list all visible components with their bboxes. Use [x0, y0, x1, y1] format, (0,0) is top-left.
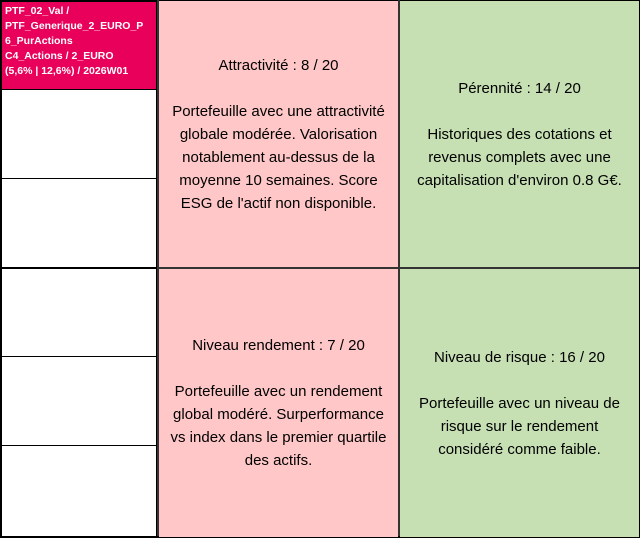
risque-title: Niveau de risque : 16 / 20	[434, 348, 605, 366]
left-row-divider-3	[2, 267, 158, 269]
perennite-text: Historiques des cotations et revenus complets avec une capitalisation d'environ 0.8 G€.	[417, 125, 622, 189]
risque-panel	[399, 268, 640, 538]
rendement-panel	[158, 268, 399, 538]
header-line-2: PTF_Generique_2_EURO_P	[5, 20, 144, 32]
attractivite-panel	[158, 0, 399, 268]
rendement-text: Portefeuille avec un rendement global modéré. Surperformance vs index dans le premier quartile des actifs.	[170, 383, 387, 469]
header-line-1: PTF_02_Val /	[5, 5, 70, 17]
attractivite-title: Attractivité : 8 / 20	[218, 56, 339, 74]
perennite-title: Pérennité : 14 / 20	[458, 79, 581, 97]
portfolio-header-cell	[2, 2, 156, 89]
perennite-panel	[399, 0, 640, 268]
left-row-divider-4	[2, 356, 158, 357]
left-row-divider-2	[2, 178, 158, 179]
header-line-4: C4_Actions / 2_EURO	[5, 50, 114, 62]
left-row-divider-5	[2, 445, 158, 446]
header-line-3: 6_PurActions	[5, 35, 73, 47]
header-line-5: (5,6% | 12,6%) / 2026W01	[5, 65, 129, 77]
risque-text: Portefeuille avec un niveau de risque sur le rendement considéré comme faible.	[419, 394, 620, 458]
horizontal-divider-middle	[157, 267, 639, 269]
attractivite-text: Portefeuille avec une attractivité globale modérée. Valorisation notablement au-dessus de la moyenne 10 semaines. Score ESG de l'actif non disponible.	[172, 102, 385, 212]
left-row-divider-1	[2, 89, 158, 90]
rendement-title: Niveau rendement : 7 / 20	[192, 337, 365, 354]
